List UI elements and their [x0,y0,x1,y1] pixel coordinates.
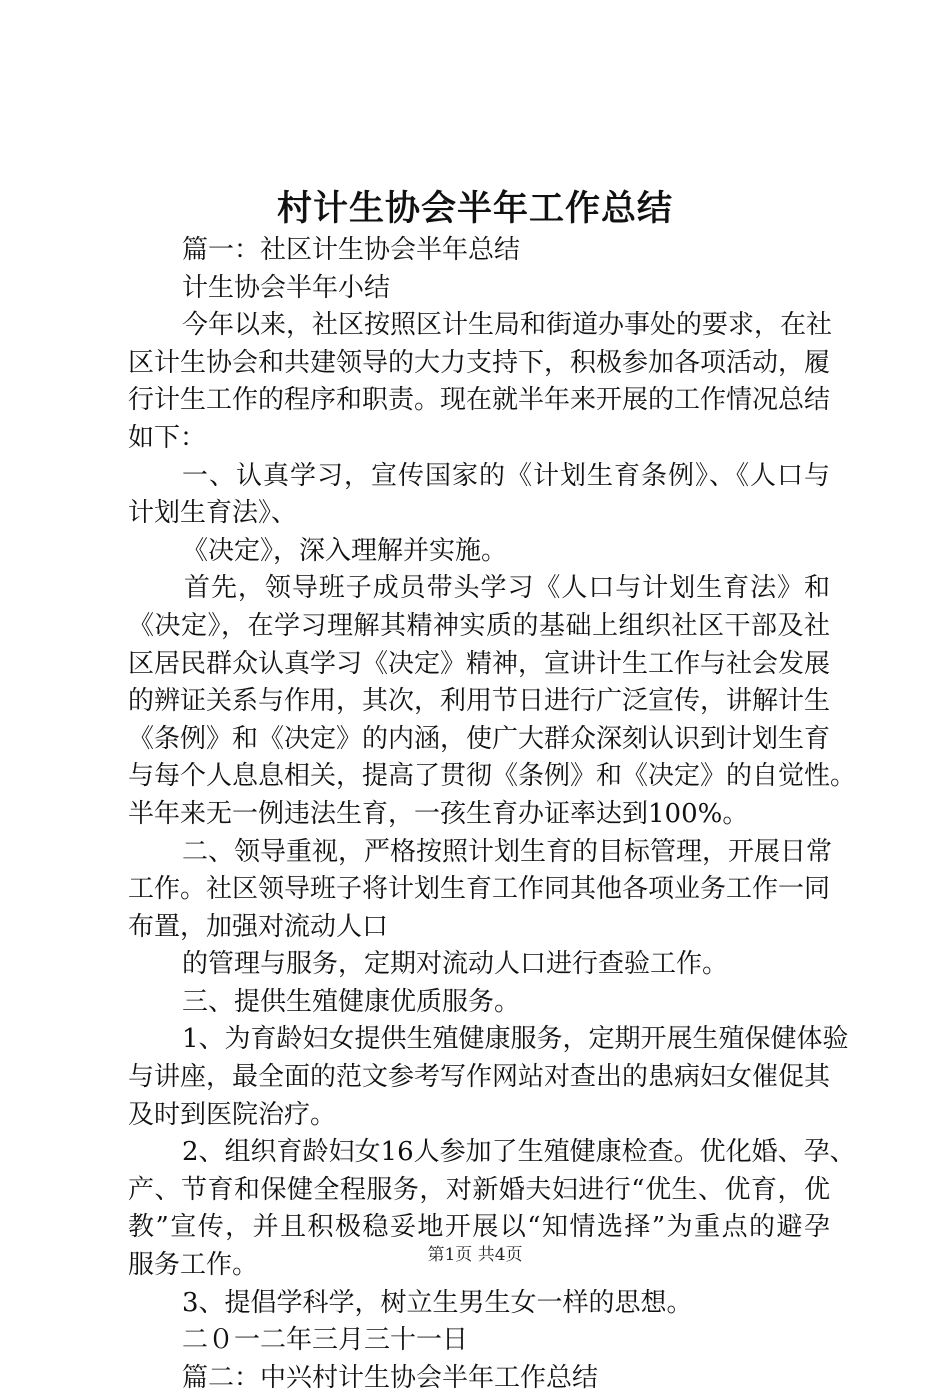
paragraph-line: 与讲座，最全面的范文参考写作网站对查出的患病妇女催促其 [128,1062,831,1093]
paragraph-line: 教”宣传，并且积极稳妥地开展以“知情选择”为重点的避孕 [128,1212,830,1243]
document-title: 村计生协会半年工作总结 [276,188,673,229]
paragraph-line: 三、提供生殖健康优质服务。 [182,986,521,1017]
paragraph-line: 区计生协会和共建领导的大力支持下，积极参加各项活动，履 [128,347,831,378]
paragraph-line: 今年以来，社区按照区计生局和街道办事处的要求，在社 [182,310,833,341]
paragraph-line: 二０一二年三月三十一日 [182,1325,469,1356]
paragraph-line: 2、组织育龄妇女16人参加了生殖健康检查。优化婚、孕、 [182,1137,856,1168]
paragraph-line: 及时到医院治疗。 [128,1099,337,1130]
paragraph-line: 二、领导重视，严格按照计划生育的目标管理，开展日常 [182,836,833,867]
paragraph-line: 半年来无一例违法生育，一孩生育办证率达到100%。 [128,798,749,829]
paragraph-line: 工作。社区领导班子将计划生育工作同其他各项业务工作一同 [128,874,831,905]
paragraph-line: 《决定》，深入理解并实施。 [182,535,508,566]
paragraph-line: 布置，加强对流动人口 [128,911,389,942]
page-footer: 第1页 共4页 [427,1245,523,1265]
document-body [128,232,857,1397]
paragraph-line: 计划生育法》、 [128,498,298,529]
paragraph-line: 行计生工作的程序和职责。现在就半年来开展的工作情况总结 [128,385,831,416]
paragraph-line: 3、提倡学科学，树立生男生女一样的思想。 [182,1287,693,1318]
paragraph-line: 服务工作。 [128,1250,259,1281]
paragraph-line: 首先，领导班子成员带头学习《人口与计划生育法》和 [184,573,830,604]
paragraph-line: 产、节育和保健全程服务，对新婚夫妇进行“优生、优育，优 [128,1174,830,1205]
paragraph-line: 区居民群众认真学习《决定》精神，宣讲计生工作与社会发展 [128,648,831,679]
paragraph-line: 如下： [128,422,207,453]
paragraph-line: 1、为育龄妇女提供生殖健康服务，定期开展生殖保健体验 [182,1024,849,1055]
paragraph-line: 一、认真学习，宣传国家的《计划生育条例》、《人口与 [182,460,830,491]
paragraph-line: 篇二：中兴村计生协会半年工作总结 [182,1362,599,1393]
paragraph-line: 与每个人息息相关，提高了贯彻《条例》和《决定》的自觉性。 [128,761,857,792]
paragraph-line: 篇一：社区计生协会半年总结 [182,235,521,265]
paragraph-line: 的管理与服务，定期对流动人口进行查验工作。 [182,949,729,980]
paragraph-line: 的辨证关系与作用，其次，利用节日进行广泛宣传，讲解计生 [128,686,831,717]
paragraph-line: 《条例》和《决定》的内涵，使广大群众深刻认识到计划生育 [128,723,831,754]
paragraph-line: 《决定》，在学习理解其精神实质的基础上组织社区干部及社 [128,610,830,641]
paragraph-line: 计生协会半年小结 [182,272,391,303]
